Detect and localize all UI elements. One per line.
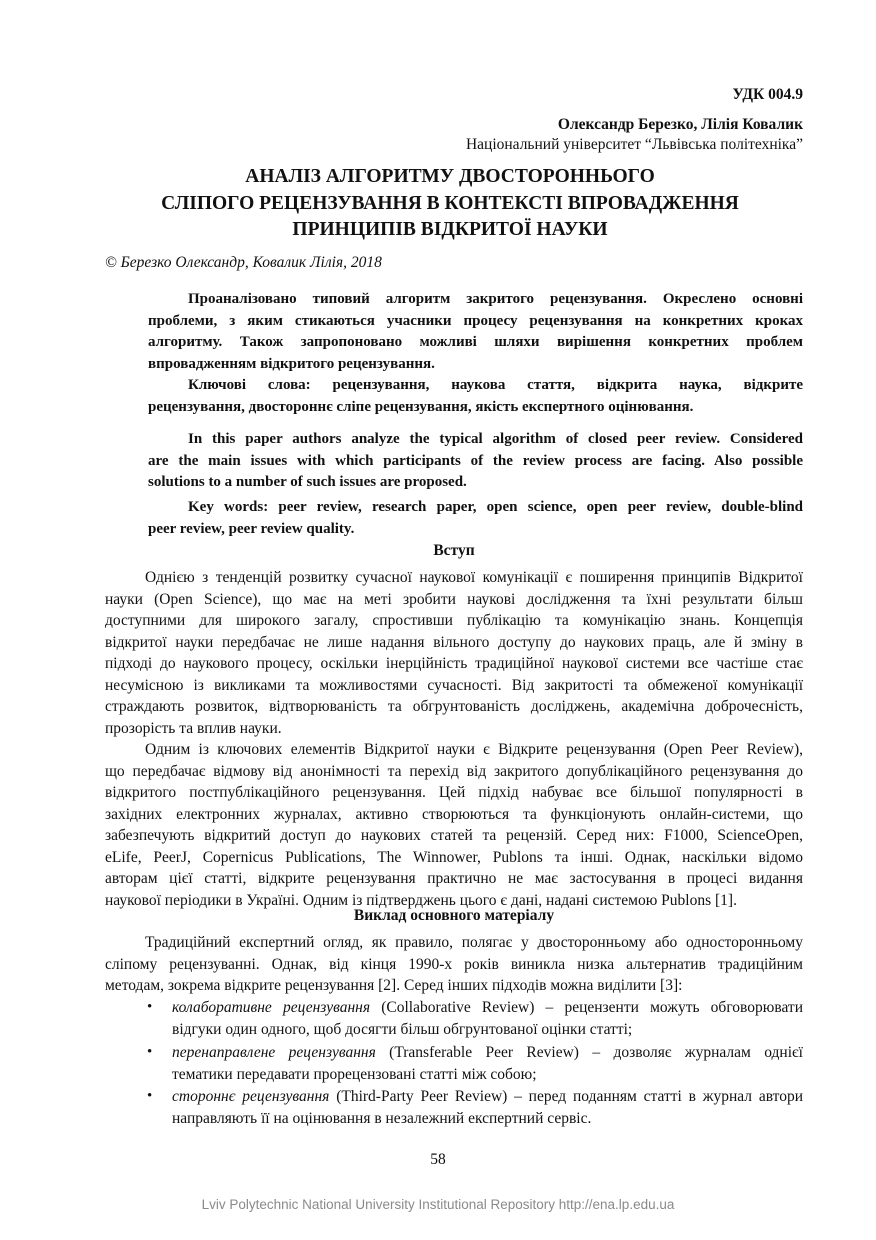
bullet-item xyxy=(147,1042,803,1085)
title-line: СЛІПОГО РЕЦЕНЗУВАННЯ В КОНТЕКСТІ ВПРОВАДЖЕННЯ xyxy=(161,192,739,214)
bullet-text: (Collaborative Review) – рецензенти можуть обговорювати xyxy=(370,999,803,1016)
bullet-icon: • xyxy=(147,1044,153,1060)
intro-heading: Вступ xyxy=(433,542,475,559)
text-line: впровадженням відкритого рецензування. xyxy=(148,355,435,372)
text-line: доступними для широкого загалу, спростивши публікацію та комунікацію знань. Концепція xyxy=(105,612,803,629)
abstract-en xyxy=(148,429,803,494)
page-number: 58 xyxy=(430,1151,446,1168)
bullet-text: (Transferable Peer Review) – дозволяє журналам однієї xyxy=(375,1044,803,1061)
bullet-term: стороннє рецензування xyxy=(172,1088,330,1105)
bullet-text: (Third-Party Peer Review) – перед поданням статті в журнал автори xyxy=(329,1088,803,1105)
keywords-en xyxy=(148,497,803,540)
paper-title xyxy=(100,164,800,244)
text-line: прозорість та вплив науки. xyxy=(105,719,282,737)
bullet-text-line2: відгуки один одного, щоб досягти більш обгрунтованої оцінки статті; xyxy=(172,1020,633,1038)
authors: Олександр Березко, Лілія Ковалик xyxy=(557,116,803,133)
text-line: solutions to a number of such issues are proposed. xyxy=(148,474,467,490)
bullet-icon: • xyxy=(147,1088,153,1104)
affiliation: Національний університет “Львівська політехніка” xyxy=(465,136,803,153)
main-paragraph-1 xyxy=(105,932,803,997)
text-line: методам, зокрема відкрите рецензування [2]. Серед інших підходів можна виділити [3]: xyxy=(105,977,683,994)
text-line: Ключові слова: рецензування, наукова стаття, відкрита наука, відкрите xyxy=(188,377,803,393)
text-line: рецензування, двостороннє сліпе рецензування, якість експертного оцінювання. xyxy=(148,398,694,415)
text-line: Одним із ключових елементів Відкритої науки є Відкрите рецензування (Open Peer Review), xyxy=(145,741,803,758)
text-line: are the main issues with which participants of the review process are facing. Also possible xyxy=(148,452,803,469)
text-line: відкритої науки передбачає не лише надання вільного доступу до наукових праць, але й зміну в xyxy=(105,633,803,651)
text-line: науки (Open Science), що має на меті зробити наукові дослідження та їхні результати більш xyxy=(105,590,803,608)
intro-paragraph-1 xyxy=(105,567,803,739)
text-line: Традиційний експертний огляд, як правило, полягає у двосторонньому або односторонньому xyxy=(145,934,803,951)
main-heading: Виклад основного матеріалу xyxy=(353,907,555,924)
intro-paragraph-2 xyxy=(105,739,803,911)
title-line: ПРИНЦИПІВ ВІДКРИТОЇ НАУКИ xyxy=(292,219,608,240)
bullet-text-line2: тематики передавати прорецензовані статті між собою; xyxy=(172,1065,537,1083)
bullet-item xyxy=(147,1086,803,1129)
bullet-term: перенаправлене рецензування xyxy=(172,1044,376,1061)
text-line: проблеми, з яким стикаються учасники процесу рецензування на конкретних кроках xyxy=(148,312,803,329)
text-line: алгоритму. Також запропоновано можливі шляхи вирішення конкретних проблем xyxy=(148,334,803,350)
text-line: Однією з тенденцій розвитку сучасної наукової комунікації є поширення принципів Відкритої xyxy=(145,569,803,586)
text-line: західних електронних журналах, активно створюються та функціонують онлайн-системи, що xyxy=(105,805,803,823)
text-line: авторам цієї статті, відкрите рецензування практично не має застосування в процесі видання xyxy=(105,870,803,887)
text-line: наукової періодики в Україні. Одним із підтверджень цього є дані, надані системою Publons [1]. xyxy=(105,891,737,909)
bullet-item xyxy=(147,997,803,1040)
title-line: АНАЛІЗ АЛГОРИТМУ ДВОСТОРОННЬОГО xyxy=(245,166,655,187)
text-line: несумісною із викликами та можливостями сучасності. Від закритості та обмеженої комунікації xyxy=(105,676,803,694)
text-line: що передбачає відмову від анонімності та перехід від закритого допублікаційного рецензування до xyxy=(105,762,803,780)
text-line: In this paper authors analyze the typical algorithm of closed peer review. Considered xyxy=(188,431,803,447)
bullet-term: колаборативне рецензування xyxy=(172,999,371,1016)
text-line: Key words: peer review, research paper, open science, open peer review, double-blind xyxy=(188,499,803,515)
copyright: © Березко Олександр, Ковалик Лілія, 2018 xyxy=(105,254,382,271)
text-line: сліпому рецензуванні. Однак, від кінця 1990-х років виникла низка альтернатив традиційним xyxy=(105,955,803,973)
abstract-ua xyxy=(148,289,803,375)
text-line: підході до наукового процесу, оскільки інерційність традиційної наукової системи все частіше стає xyxy=(105,655,803,672)
bullet-text-line2: направляють її на оцінювання в незалежний експертний сервіс. xyxy=(172,1109,592,1127)
udk-code: УДК 004.9 xyxy=(732,86,803,103)
bullet-icon: • xyxy=(147,999,153,1015)
repository-footer: Lviv Polytechnic National University Institutional Repository http://ena.lp.edu.ua xyxy=(201,1197,675,1212)
keywords-ua xyxy=(148,375,803,418)
text-line: забезпечують відкритий доступ до наукових статей та рецензій. Серед них: F1000, ScienceOpen, xyxy=(105,827,803,844)
text-line: eLife, PeerJ, Copernicus Publications, The Winnower, Publons та інші. Однак, наскільки відомо xyxy=(105,848,803,866)
text-line: страждають розвиток, відтворюваність та обгрунтованість досліджень, академічна доброчесність, xyxy=(105,698,803,715)
text-line: Проаналізовано типовий алгоритм закритого рецензування. Окреслено основні xyxy=(188,291,803,307)
text-line: відкритого постпублікаційного рецензування. Цей підхід набуває все більшої популярності в xyxy=(105,784,803,801)
text-line: peer review, peer review quality. xyxy=(148,520,355,537)
